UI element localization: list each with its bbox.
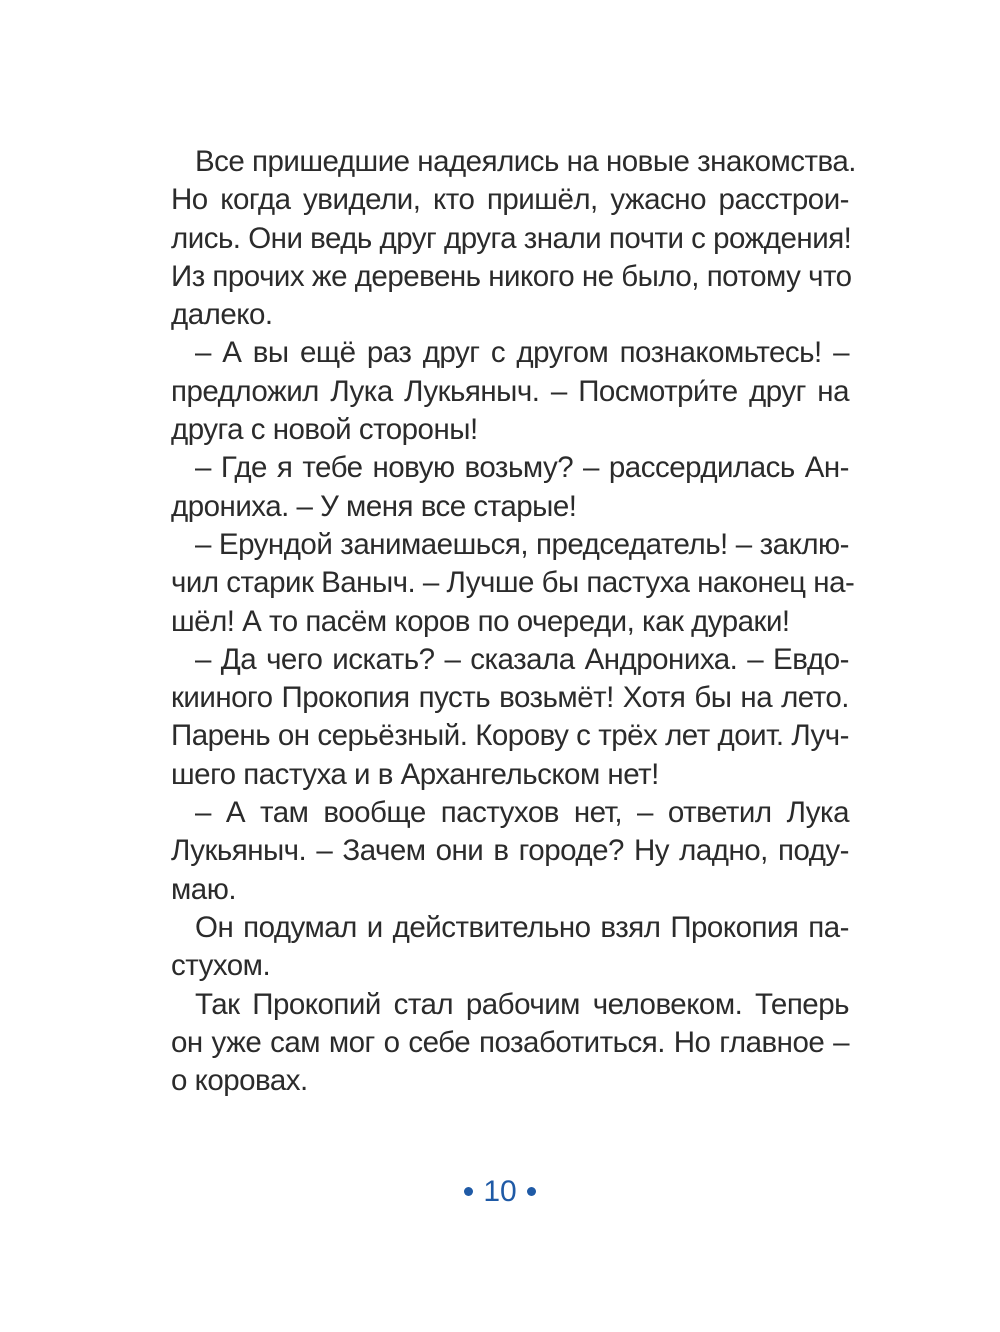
paragraph [171,641,849,794]
text-line: – Где я тебе новую возьму? – рассердилась Ан- [195,451,849,485]
text-line: предложил Лука Лукьяныч. – Посмотри́те друг на [171,374,849,408]
page-number [0,1172,1000,1212]
paragraph [171,909,849,986]
paragraph [171,334,849,449]
text-line: Все пришедшие надеялись на новые знакомства. [195,145,856,178]
text-line: Парень он серьёзный. Корову с трёх лет доит. Луч- [171,719,849,753]
paragraph [171,986,849,1101]
text-line: лись. Они ведь друг друга знали почти с рождения! [171,221,852,255]
text-line: – Ерундой занимаешься, председатель! – заклю- [195,527,849,561]
text-line: – Да чего искать? – сказала Андрониха. – Евдо- [195,642,849,676]
paragraph [171,449,849,526]
text-line: Из прочих же деревень никого не было, потому что [171,259,852,293]
bullet-dot-icon [464,1187,473,1196]
text-line: Но когда увидели, кто пришёл, ужасно расстрои- [171,183,849,217]
paragraph [171,143,856,334]
text-line: Он подумал и действительно взял Прокопия па- [195,910,849,944]
text-line: чил старик Ваныч. – Лучше бы пастуха наконец на- [171,566,855,600]
text-line: далеко. [171,298,273,332]
page-number-text: 10 [483,1175,517,1208]
paragraph [171,794,849,909]
text-line: дрониха. – У меня все старые! [171,489,577,523]
text-line: шёл! А то пасём коров по очереди, как дураки! [171,604,790,638]
text-line: о коровах. [171,1064,308,1098]
text-line: он уже сам мог о себе позаботиться. Но главное – [171,1025,849,1059]
text-line: шего пастуха и в Архангельском нет! [171,757,659,791]
paragraph [171,526,855,641]
text-line: стухом. [171,949,271,983]
body-text [171,143,856,1100]
text-line: друга с новой стороны! [171,413,478,447]
text-line: маю. [171,872,237,906]
text-line: Лукьяныч. – Зачем они в городе? Ну ладно, поду- [171,834,849,868]
text-line: – А вы ещё раз друг с другом познакомьтесь! – [195,336,849,370]
text-line: Так Прокопий стал рабочим человеком. Теперь [195,987,849,1021]
text-line: – А там вообще пастухов нет, – ответил Лука [195,796,849,830]
bullet-dot-icon [527,1187,536,1196]
text-line: кииного Прокопия пусть возьмёт! Хотя бы на лето. [171,681,849,715]
